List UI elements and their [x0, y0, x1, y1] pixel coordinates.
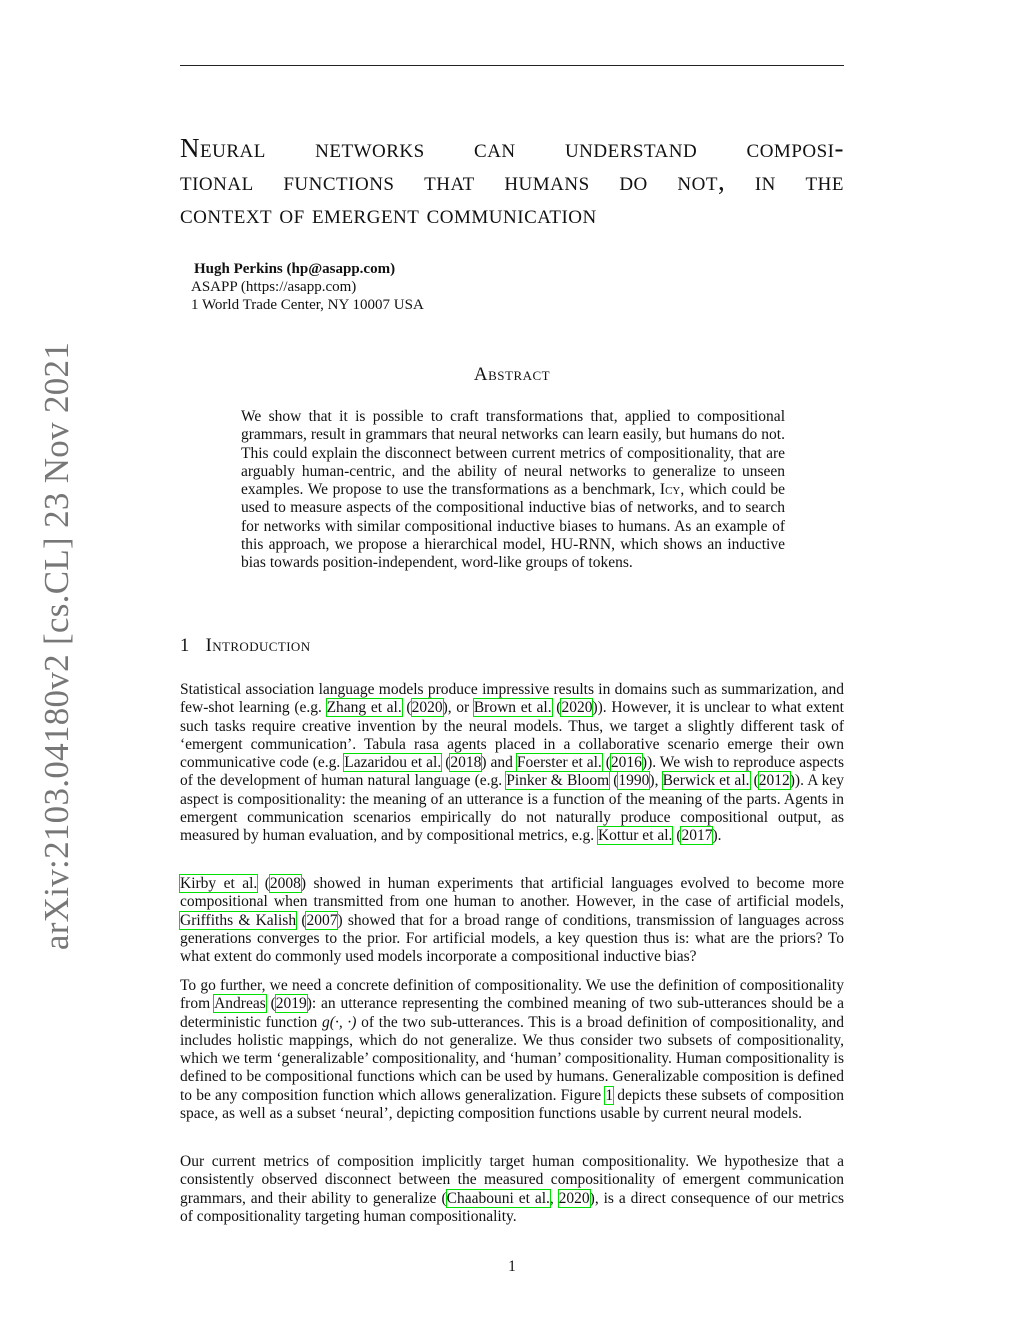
citation-link[interactable]: Griffiths & Kalish	[180, 911, 297, 929]
abstract-text	[241, 408, 785, 573]
citation-year-link[interactable]: 2020	[411, 699, 443, 717]
citation-link[interactable]: Kirby et al.	[180, 875, 258, 892]
text-run: (	[749, 772, 759, 790]
figure-reference-link[interactable]: 1	[605, 1086, 614, 1104]
text-run: ,	[549, 1189, 559, 1207]
citation-link[interactable]: Brown et al.	[473, 699, 552, 717]
citation-link[interactable]: Kottur et al.	[597, 827, 673, 845]
citation-link[interactable]: Chaabouni et al.	[446, 1189, 550, 1207]
intro-paragraph-3	[180, 977, 844, 1123]
citation-year-link[interactable]: 2007	[306, 911, 338, 929]
intro-paragraph-1	[180, 681, 844, 846]
author-block	[191, 260, 424, 314]
paper-title	[180, 132, 844, 231]
section-heading-introduction	[180, 636, 311, 657]
text-run: ): an utterance representing the combined meaning of two sub-utterances should be a deterministic function	[180, 995, 844, 1031]
author-name: Hugh Perkins (hp@asapp.com)	[194, 261, 396, 277]
citation-year-link[interactable]: 2008	[269, 875, 301, 892]
intro-paragraph-2	[180, 875, 844, 966]
text-run: (	[296, 911, 307, 929]
citation-link[interactable]: Foerster et al.	[516, 754, 602, 772]
text-run: )). A key aspect is compositionality: the meaning of an utterance is a function of the meaning of the parts. Agents in emergent communication scenarios empirically do not naturally produce compositional output, as measured by human evaluation, and by compositional metrics, e.g.	[180, 772, 845, 845]
abstract-text-b: , which could be used to measure aspects of the compositional inductive bias of networks, and to search for networks with similar compositional inductive biases to humans. As an example of this approach, we propose a hierarchical model, HU-RNN, which shows an inductive bias towards position-independent, word-like groups of tokens.	[241, 481, 785, 572]
citation-year-link[interactable]: 2012	[758, 772, 790, 790]
author-address: 1 World Trade Center, NY 10007 USA	[191, 297, 424, 313]
abstract-heading: Abstract	[473, 364, 551, 385]
text-run: of the two sub-utterances. This is a broad definition of compositionality, and includes holistic mappings, which do not generalize. We thus consider two subsets of compositionality, which we term ‘generalizable’ compositionality, and ‘human’ compositionality. Human compositionality is defined to be compositional functions which can be used by humans. Generalizable composition is defined to be any composition function which allows generalization. Figure	[180, 1013, 845, 1104]
citation-year-link[interactable]: 2020	[558, 1189, 590, 1207]
citation-year-link[interactable]: 2017	[681, 827, 713, 845]
text-run: (	[672, 827, 682, 845]
text-run: )). We wish to reproduce aspects of the development of human natural language (e.g.	[180, 754, 844, 790]
title-line-2: tional functions that humans do not, in the	[180, 166, 844, 196]
text-run: (	[257, 875, 270, 892]
math-function: g(·, ·)	[322, 1013, 357, 1031]
citation-year-link[interactable]: 2016	[610, 754, 642, 772]
text-run: ) showed that for a broad range of conditions, transmission of languages across generations converges to the prior. For artificial models, a key question thus is: what are the priors? To what extent do commonly used models incorporate a compositional inductive bias?	[180, 911, 845, 966]
citation-link[interactable]: Berwick et al.	[662, 772, 750, 790]
author-affiliation: ASAPP (https://asapp.com)	[191, 279, 357, 295]
top-rule	[180, 65, 844, 66]
text-run: ), or	[442, 699, 474, 717]
text-run: (	[609, 772, 619, 790]
text-run: ) and	[481, 754, 517, 772]
intro-paragraph-4	[180, 1153, 844, 1226]
text-run: depicts these subsets of composition space, as well as a subset ‘neural’, depicting composition functions usable by current neural models.	[180, 1086, 844, 1123]
citation-year-link[interactable]: 2018	[450, 754, 482, 772]
arxiv-identifier[interactable]: arXiv:2103.04180v2 [cs.CL] 23 Nov 2021	[37, 341, 76, 951]
title-line-1: Neural networks can understand composi-	[180, 133, 844, 163]
citation-link[interactable]: Zhang et al.	[326, 699, 402, 717]
title-line-3: context of emergent communication	[180, 199, 597, 229]
text-run: (	[601, 754, 611, 772]
text-run: (	[441, 754, 451, 772]
citation-link[interactable]: Andreas	[214, 995, 266, 1013]
citation-year-link[interactable]: 2020	[561, 699, 593, 717]
text-run: (	[551, 699, 562, 717]
citation-year-link[interactable]: 1990	[618, 772, 650, 790]
text-run: ).	[712, 827, 722, 845]
citation-year-link[interactable]: 2019	[275, 995, 307, 1013]
citation-link[interactable]: Lazaridou et al.	[344, 754, 442, 772]
text-run: ) showed in human experiments that artificial languages evolved to become more compositional when transmitted from one human to another. However, in the case of artificial models,	[180, 875, 844, 911]
citation-link[interactable]: Pinker & Bloom	[506, 772, 610, 790]
text-run: Our current metrics of composition implicitly target human compositionality. We hypothesize that a consistently observed disconnect between the measured compositionality of emergent communication grammars, and their ability to generalize (	[180, 1153, 844, 1207]
text-run: ), is a direct consequence of our metrics of compositionality targeting human compositionality.	[180, 1189, 844, 1225]
benchmark-name: Icy	[659, 481, 681, 499]
text-run: (	[265, 995, 276, 1013]
page-number: 1	[508, 1258, 516, 1275]
section-title: Introduction	[205, 636, 311, 656]
text-run: (	[401, 699, 412, 717]
text-run: To go further, we need a concrete definition of compositionality. We use the definition of compositionality from	[180, 977, 844, 1013]
abstract-text-a: We show that it is possible to craft transformations that, applied to compositional grammars, result in grammars that neural networks can learn easily, but humans do not. This could explain the disconnect between current metrics of compositionality, that are arguably human-centric, and the ability of neural networks to generalize to unseen examples. We propose to use the transformations as a benchmark,	[241, 408, 785, 499]
section-number: 1	[180, 636, 190, 656]
text-run: ),	[649, 772, 663, 790]
text-run: )). However, it is unclear to what extent such tasks require creative invention by the neural models. Thus, we target a slightly different task of ‘emergent communication’. Tabula rasa agents placed in a collaborative scenario emerge their own communicative code (e.g.	[180, 699, 844, 772]
text-run: Statistical association language models produce impressive results in domains such as summarization, and few-shot learning (e.g.	[180, 681, 844, 717]
